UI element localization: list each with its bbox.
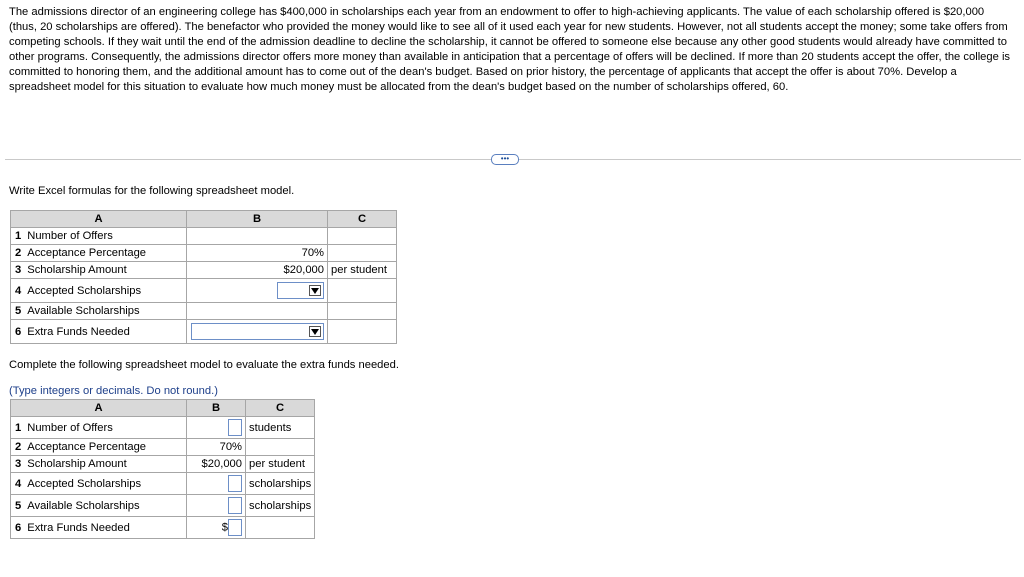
row-number: 4 [15,477,22,490]
cell-b1 [187,417,246,439]
accepted-scholarships-input[interactable] [228,475,242,492]
row-label: Available Scholarships [27,305,140,317]
row-number: 1 [15,230,22,242]
row-label-cell [11,228,187,245]
row-number: 6 [15,521,22,534]
cell-c2 [246,439,315,456]
table-row [11,417,315,439]
row-label: Available Scholarships [27,499,140,512]
cell-b2: 70% [187,439,246,456]
row-number: 2 [15,441,22,453]
cell-b3: $20,000 [187,456,246,473]
expand-more-button[interactable]: ••• [491,154,519,165]
row-label: Number of Offers [27,230,113,242]
cell-b6 [187,517,246,539]
cell-b2: 70% [187,245,328,262]
cell-b4 [187,473,246,495]
row-number: 2 [15,247,22,259]
table-row [11,262,397,279]
column-header-a: A [11,400,187,417]
cell-c4: scholarships [246,473,315,495]
chevron-down-icon [309,326,321,337]
formula-dropdown-b4[interactable] [277,282,324,299]
column-header-b: B [187,211,328,228]
row-number: 5 [15,499,22,512]
row-label: Scholarship Amount [27,264,127,276]
available-scholarships-input[interactable] [228,497,242,514]
row-label: Accepted Scholarships [27,477,142,490]
column-header-a: A [11,211,187,228]
row-label: Accepted Scholarships [27,284,142,297]
problem-statement: The admissions director of an engineering college has $400,000 in scholarships each year from an endowment to offer to high-achieving applicants. The value of each scholarship offered is $20,000 (thus, 20 scholarships are offered). The benefactor who provided the money would like to see all of it used each year for new students. However, not all students accept the money; some take offers from competing schools. If they wait until the end of the admission deadline to decline the scholarship, it cannot be offered to someone else because any other good students would already have committed to other programs. Consequently, the admissions director offers more money than available in anticipation that a percentage of offers will be declined. If more than 20 students accept the offer, the college is committed to honoring them, and the additional amount has to come out of the dean's budget. Based on prior history, the percentage of applicants that accept the offer is about 70%. Develop a spreadsheet model for this situation to evaluate how much money must be allocated from the dean's budget based on the number of scholarships offered, 60. [9,6,1011,93]
cell-c2 [328,245,397,262]
table-row [11,279,397,303]
number-of-offers-input[interactable] [228,419,242,436]
cell-c4 [328,279,397,303]
column-header-c: C [246,400,315,417]
row-number: 4 [15,284,22,297]
cell-c5: scholarships [246,495,315,517]
cell-c3: per student [246,456,315,473]
row-label: Number of Offers [27,421,113,434]
table-row [11,228,397,245]
cell-b5 [187,495,246,517]
table-row [11,439,315,456]
cell-b3: $20,000 [187,262,328,279]
formula-spreadsheet [10,210,397,344]
part2-instruction: Complete the following spreadsheet model to evaluate the extra funds needed. [9,359,399,371]
extra-funds-input[interactable] [228,519,242,536]
formula-dropdown-b6[interactable] [191,323,324,340]
input-hint: (Type integers or decimals. Do not round.) [9,385,218,397]
table-row [11,517,315,539]
row-number: 1 [15,421,22,434]
row-number: 3 [15,264,22,276]
row-number: 5 [15,305,22,317]
row-number: 3 [15,458,22,470]
table-row [11,456,315,473]
table-row [11,495,315,517]
values-spreadsheet [10,399,315,539]
chevron-down-icon [309,285,321,296]
cell-b1 [187,228,328,245]
table-row [11,473,315,495]
cell-c3: per student [328,262,397,279]
row-label: Scholarship Amount [27,458,127,470]
cell-c5 [328,303,397,320]
row-label: Extra Funds Needed [27,325,130,338]
row-label: Acceptance Percentage [27,441,147,453]
table-row [11,303,397,320]
currency-prefix: $ [221,521,228,534]
cell-b4 [187,279,328,303]
row-label: Acceptance Percentage [27,247,147,259]
cell-b6 [187,320,328,344]
column-header-c: C [328,211,397,228]
row-label: Extra Funds Needed [27,521,130,534]
table-row [11,245,397,262]
cell-c6 [246,517,315,539]
table-row [11,320,397,344]
cell-c1: students [246,417,315,439]
cell-b5 [187,303,328,320]
cell-c6 [328,320,397,344]
cell-c1 [328,228,397,245]
column-header-b: B [187,400,246,417]
part1-instruction: Write Excel formulas for the following spreadsheet model. [9,185,295,197]
row-number: 6 [15,325,22,338]
section-divider [5,154,1021,163]
